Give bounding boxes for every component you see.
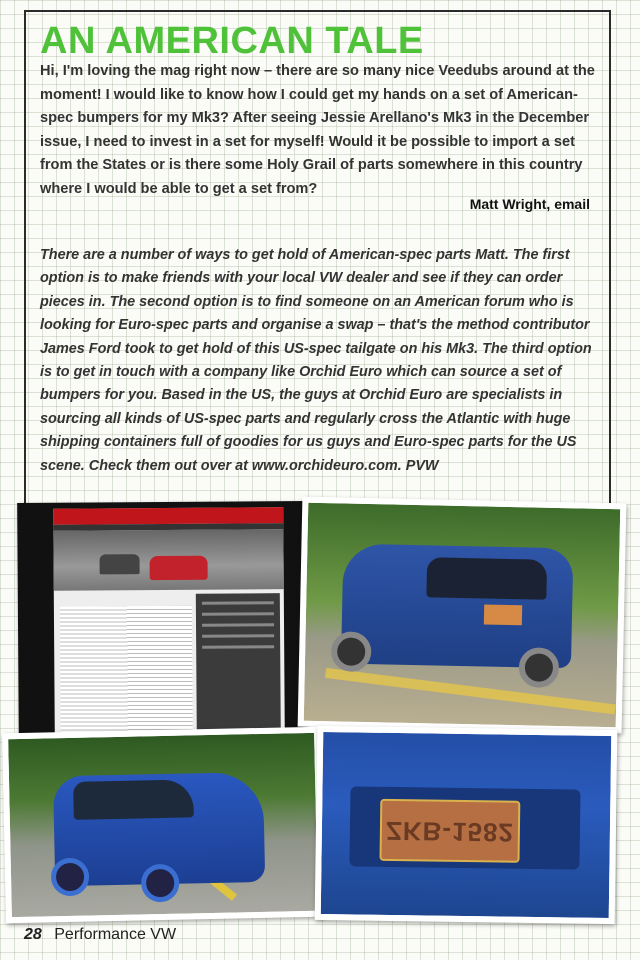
us-license-plate <box>379 799 520 863</box>
headline: AN AMERICAN TALE <box>40 20 424 62</box>
rear-plate <box>484 604 522 625</box>
website-sidebar <box>196 593 281 738</box>
plate-text: ZKB-1582 <box>385 815 515 848</box>
reader-letter: Hi, I'm loving the mag right now – there are so many nice Veedubs around at the moment! I would like to know how I could get my hands on a set of American-spec bumpers for my Mk3? After seeing Jessie Arellano's Mk3 in the December issue, I need to invest in a set for myself! Would it be possible to import a set from the States or is there some Holy Grail of parts somewhere in this country where I would be able to get a set from? <box>40 63 595 197</box>
side-windows <box>73 779 194 820</box>
hero-car-dark <box>100 554 140 574</box>
editor-reply: There are a number of ways to get hold of American-spec parts Matt. The first option is to make friends with your local VW dealer and see if they can order pieces in. The second option is to find someone on an American forum who is looking for Euro-spec parts and organise a swap – that's the method contributor James Ford took to get hold of this US-spec tailgate on his Mk3. The third option is to get in touch with a company like Orchid Euro which can source a set of bumpers for you. Based in the US, the guys at Orchid Euro are specialists in sourcing all kinds of US-spec parts and regularly cross the Atlantic with huge shipping containers full of goodies for us guys and Euro-spec parts for the US scene. Check them out over at www.orchideuro.com. PVW <box>40 247 592 474</box>
hero-car-red <box>150 556 208 580</box>
page-number: 28 <box>24 926 42 943</box>
website-article-text <box>60 606 193 737</box>
website-hero-image <box>53 529 283 591</box>
letter-signature: Matt Wright, email <box>469 196 590 212</box>
website-screenshot-photo <box>17 501 309 743</box>
rear-window <box>426 557 547 600</box>
license-plate-photo <box>315 726 618 924</box>
car-front-photo <box>2 727 324 924</box>
website-page <box>53 507 285 741</box>
page-footer <box>24 926 176 944</box>
car-rear-photo <box>298 497 627 734</box>
magazine-name: Performance VW <box>54 926 177 943</box>
website-header-bar <box>53 507 283 525</box>
